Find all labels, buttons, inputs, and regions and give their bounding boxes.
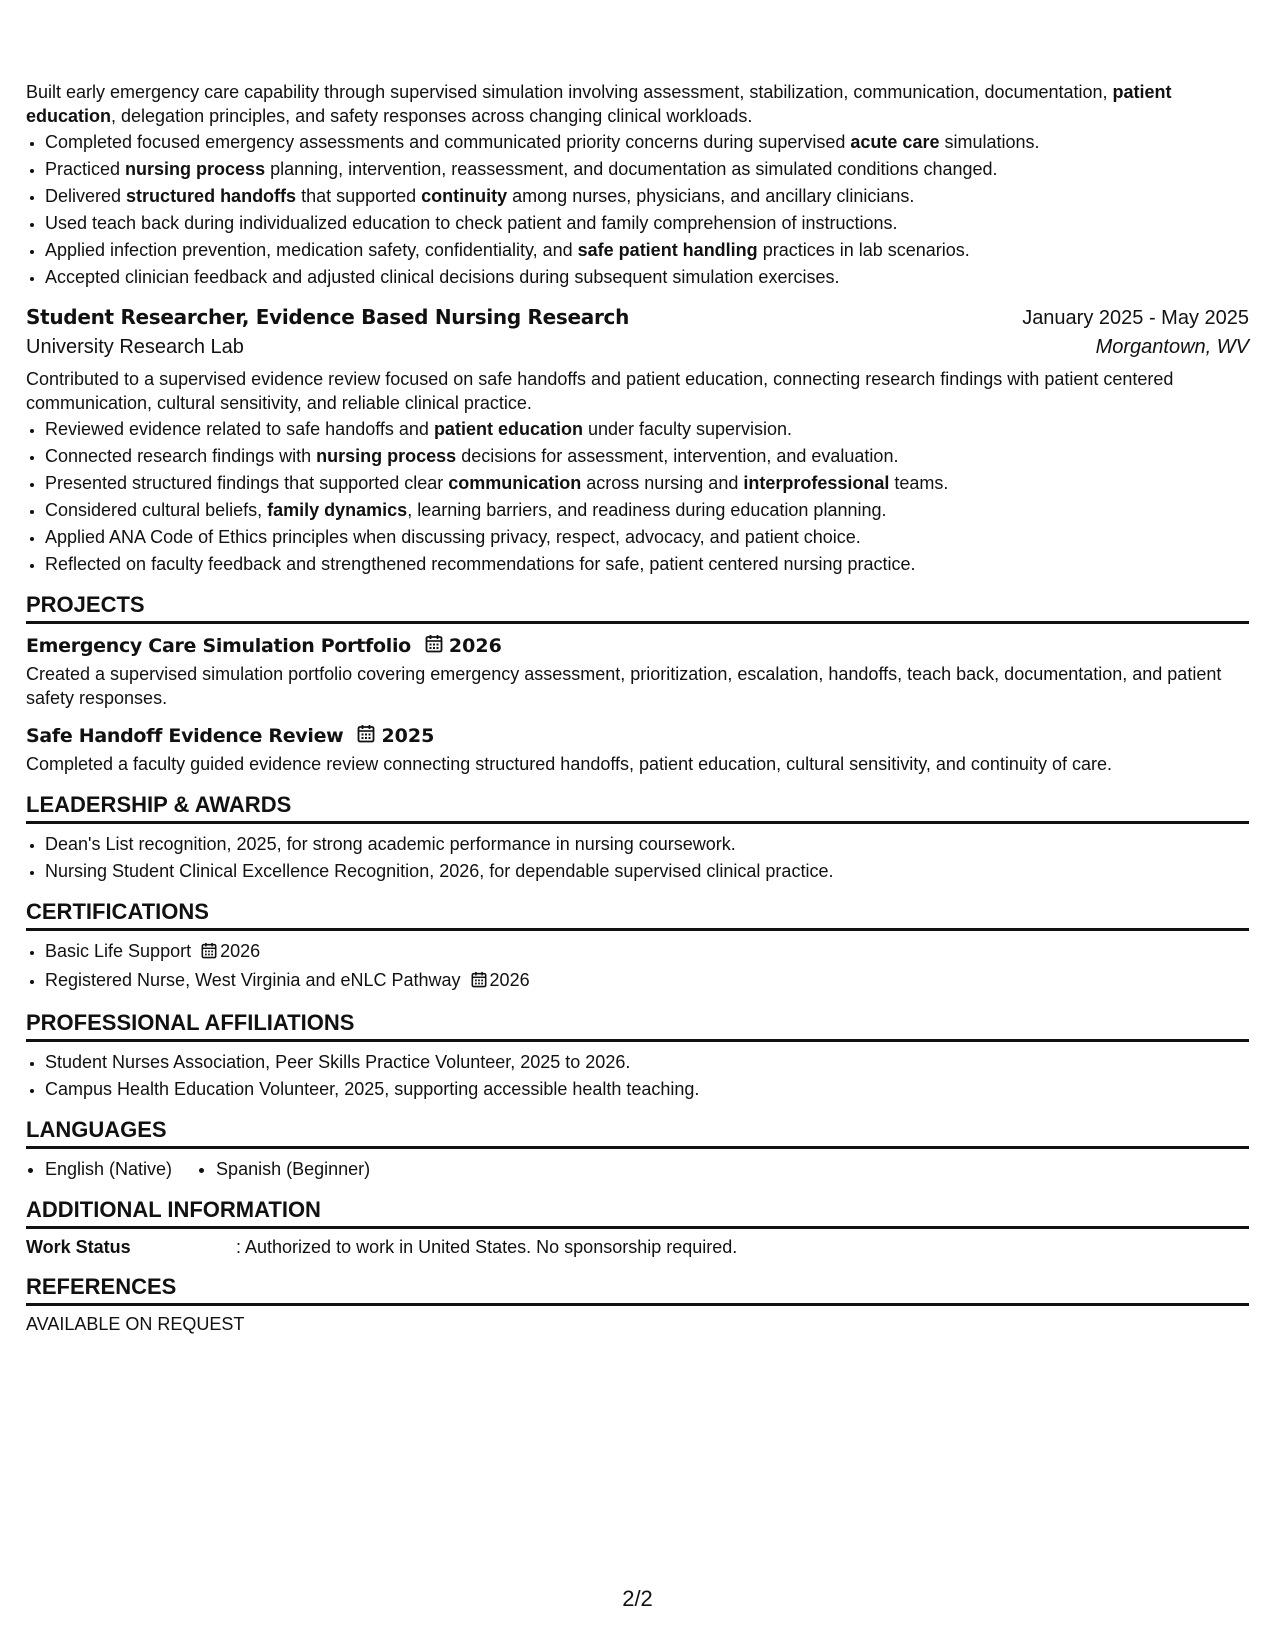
bold-keyword: family dynamics [267, 500, 408, 520]
references-text: AVAILABLE ON REQUEST [26, 1314, 245, 1334]
job-dates: January 2025 - May 2025 [1022, 307, 1249, 329]
section-heading-additional: ADDITIONAL INFORMATION [26, 1197, 1249, 1229]
certification-name: Registered Nurse, West Virginia and eNLC Pathway [45, 970, 461, 990]
text-run: Delivered [45, 186, 127, 206]
project-title: Safe Handoff Evidence Review [26, 725, 344, 747]
job-summary: Contributed to a supervised evidence review focused on safe handoffs and patient education, connecting research findings with patient centered communication, cultural sensitivity, and reliable clinical practice. [26, 369, 1174, 413]
project-year: 2025 [381, 725, 435, 747]
job-subheader [26, 336, 1249, 359]
work-status-row [26, 1237, 1249, 1258]
affiliation-item: • Student Nurses Association, Peer Skills Practice Volunteer, 2025 to 2026. [45, 1050, 1249, 1074]
section-heading-projects: PROJECTS [26, 592, 1249, 624]
leadership-item: • Nursing Student Clinical Excellence Recognition, 2026, for dependable supervised clinical practice. [45, 859, 1249, 883]
section-heading-leadership: LEADERSHIP & AWARDS [26, 792, 1249, 824]
bold-keyword: nursing process [316, 446, 457, 466]
work-status-label: Work Status [26, 1237, 131, 1257]
leadership-item: • Dean's List recognition, 2025, for strong academic performance in nursing coursework. [45, 832, 1249, 856]
text-run: , learning barriers, and readiness during education planning. [407, 500, 887, 520]
bullet-item [45, 157, 1249, 181]
section-heading-certifications: CERTIFICATIONS [26, 899, 1249, 931]
affiliations-list [26, 1050, 1249, 1101]
bold-keyword: safe patient handling [577, 240, 758, 260]
text-run: Practiced [45, 159, 126, 179]
experience-summary [26, 80, 1249, 128]
job-title: Student Researcher, Evidence Based Nursing Research [26, 305, 630, 329]
text-run: Connected research findings with [45, 446, 317, 466]
project-year: 2026 [448, 635, 502, 657]
text-run: under faculty supervision. [582, 419, 793, 439]
job-organization: University Research Lab [26, 336, 244, 358]
bullet-item [45, 417, 1249, 441]
text-run: Reviewed evidence related to safe handoffs and [45, 419, 434, 439]
experience-bullets [26, 130, 1249, 289]
resume-page [26, 80, 1249, 1335]
text-run: Applied ANA Code of Ethics principles when discussing privacy, respect, advocacy, and patient choice. [45, 527, 861, 547]
section-heading-references: REFERENCES [26, 1274, 1249, 1306]
languages-list [26, 1157, 1249, 1181]
job-location: Morgantown, WV [1095, 336, 1249, 358]
certification-item [45, 939, 1249, 965]
section-heading-affiliations: PROFESSIONAL AFFILIATIONS [26, 1010, 1249, 1042]
bullet-item [45, 498, 1249, 522]
project-description: Completed a faculty guided evidence review connecting structured handoffs, patient education, cultural sensitivity, and continuity of care. [26, 754, 1112, 774]
bullet-item [45, 211, 1249, 235]
language-item: Spanish (Beginner) [216, 1159, 371, 1179]
leadership-list [26, 832, 1249, 883]
text-run: among nurses, physicians, and ancillary clinicians. [507, 186, 915, 206]
bullet-item [45, 184, 1249, 208]
project-item [26, 724, 1249, 776]
bullet-item [45, 525, 1249, 549]
bold-keyword: nursing process [125, 159, 266, 179]
bold-keyword: continuity [421, 186, 508, 206]
job-header [26, 305, 1249, 330]
text-run: practices in lab scenarios. [757, 240, 970, 260]
text-run: simulations. [939, 132, 1040, 152]
work-status-value: : Authorized to work in United States. No sponsorship required. [236, 1237, 738, 1257]
bold-keyword: communication [448, 473, 582, 493]
bold-keyword: structured handoffs [126, 186, 297, 206]
bold-keyword: patient education [433, 419, 583, 439]
certification-name: Basic Life Support [45, 941, 192, 961]
text-run: across nursing and [581, 473, 744, 493]
text-run: Completed focused emergency assessments and communicated priority concerns during supervised [45, 132, 851, 152]
text-run: Reflected on faculty feedback and strengthened recommendations for safe, patient centered nursing practice. [45, 554, 916, 574]
calendar-icon [425, 634, 443, 658]
bold-keyword: acute care [850, 132, 940, 152]
bullet-item [45, 238, 1249, 262]
text-run: teams. [889, 473, 949, 493]
bullet-item [45, 444, 1249, 468]
bold-keyword: interprofessional [743, 473, 890, 493]
calendar-icon [471, 970, 487, 994]
project-description: Created a supervised simulation portfolio covering emergency assessment, prioritization, escalation, handoffs, teach back, documentation, and patient safety responses. [26, 664, 1222, 708]
text-run: Built early emergency care capability through supervised simulation involving assessment, stabilization, communication, documentation, [26, 82, 1113, 102]
certifications-list [26, 939, 1249, 994]
text-run: planning, intervention, reassessment, and documentation as simulated conditions changed. [265, 159, 998, 179]
certification-year: 2026 [489, 970, 530, 990]
language-item: English (Native) [45, 1159, 173, 1179]
text-run: Considered cultural beliefs, [45, 500, 268, 520]
bullet-item [45, 130, 1249, 154]
bullet-item [45, 552, 1249, 576]
text-run: Applied infection prevention, medication safety, confidentiality, and [45, 240, 578, 260]
job-bullets [26, 417, 1249, 576]
text-run: Accepted clinician feedback and adjusted clinical decisions during subsequent simulation exercises. [45, 267, 840, 287]
section-heading-languages: LANGUAGES [26, 1117, 1249, 1149]
text-run: Used teach back during individualized education to check patient and family comprehension of instructions. [45, 213, 898, 233]
certification-year: 2026 [220, 941, 261, 961]
project-item [26, 634, 1249, 710]
project-title: Emergency Care Simulation Portfolio [26, 635, 411, 657]
bullet-item [45, 265, 1249, 289]
text-run: that supported [296, 186, 422, 206]
text-run: , delegation principles, and safety responses across changing clinical workloads. [111, 106, 753, 126]
calendar-icon [201, 941, 217, 965]
text-run: decisions for assessment, intervention, and evaluation. [456, 446, 899, 466]
page-number: 2/2 [622, 1586, 653, 1611]
text-run: Presented structured findings that supported clear [45, 473, 449, 493]
bold-keyword: patient education [26, 82, 1172, 126]
bullet-item [45, 471, 1249, 495]
certification-item [45, 968, 1249, 994]
affiliation-item: • Campus Health Education Volunteer, 2025, supporting accessible health teaching. [45, 1077, 1249, 1101]
calendar-icon [357, 724, 375, 748]
